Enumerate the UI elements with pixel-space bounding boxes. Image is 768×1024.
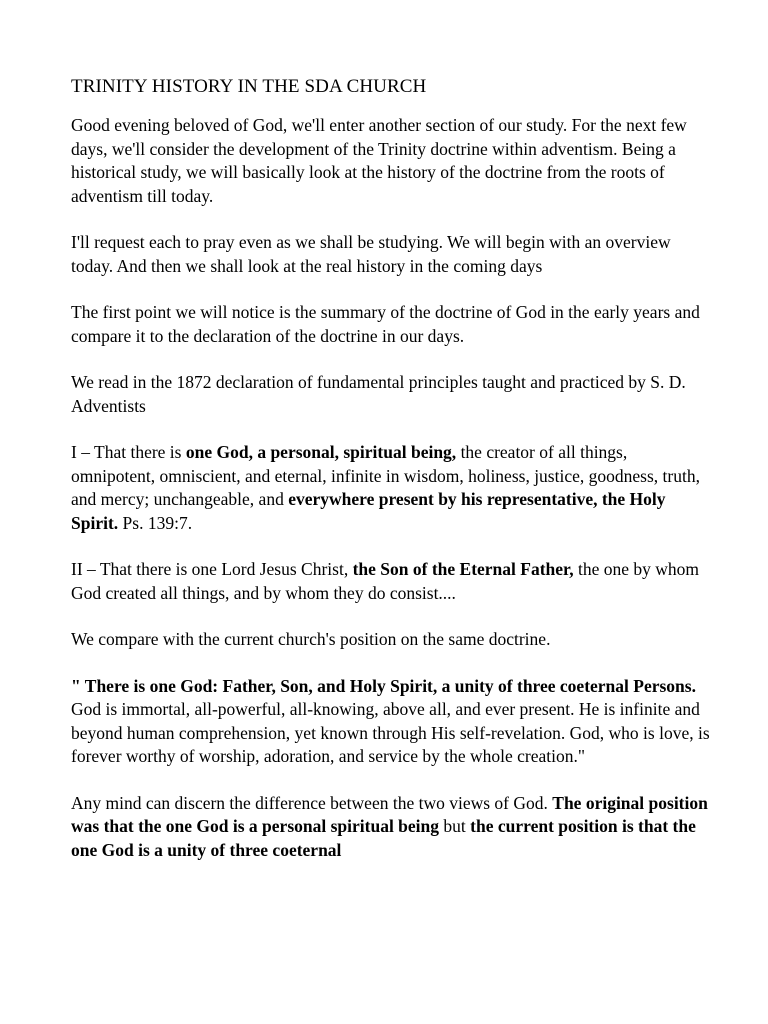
paragraph-compare xyxy=(71,628,711,652)
bold-text: the current position is that the one God is a unity of three coeternal xyxy=(71,816,696,860)
bold-text: " There is one God: Father, Son, and Holy Spirit, a unity of three coeternal Persons. xyxy=(71,675,696,696)
paragraph-text: Any mind can discern the difference between the two views of God. xyxy=(71,792,553,813)
paragraph-1872-declaration xyxy=(71,371,711,418)
paragraph-text: but xyxy=(439,816,471,836)
paragraph-prayer xyxy=(71,231,711,278)
paragraph-principle-one xyxy=(71,441,711,535)
paragraph-text: Good evening beloved of God, we'll enter another section of our study. For the next few days, we'll consider the development of the Trinity doctrine within adventism. Being a historical study, we will basically look at the history of the doctrine from the roots of adventism till today. xyxy=(71,115,687,206)
bold-text: the Son of the Eternal Father, xyxy=(352,559,574,579)
bold-text: one God, a personal, spiritual being, xyxy=(185,442,457,462)
bold-text: The original position was that the one God is a personal spiritual being xyxy=(71,792,708,836)
paragraph-text: I'll request each to pray even as we shall be studying. We will begin with an overview today. And then we shall look at the real history in the coming days xyxy=(71,232,671,276)
paragraph-text: God is immortal, all-powerful, all-knowing, above all, and ever present. He is infinite and beyond human comprehension, yet known through His self-revelation. God, who is love, is forever worthy of worship, adoration, and service by the whole creation." xyxy=(71,699,710,766)
bold-text: everywhere present by his representative, the Holy Spirit. xyxy=(71,489,666,533)
paragraph-principle-two xyxy=(71,558,711,605)
paragraph-text: I – That there is xyxy=(71,442,186,462)
paragraph-text: the creator of all things, omnipotent, omniscient, and eternal, infinite in wisdom, holiness, justice, goodness, truth, and mercy; unchangeable, and xyxy=(71,442,700,509)
document-title: TRINITY HISTORY IN THE SDA CHURCH xyxy=(71,76,427,97)
paragraph-text: the one by whom God created all things, and by whom they do consist.... xyxy=(71,559,699,603)
paragraph-text: The first point we will notice is the summary of the doctrine of God in the early years and compare it to the declaration of the doctrine in our days. xyxy=(71,302,700,346)
paragraph-text: We compare with the current church's position on the same doctrine. xyxy=(71,629,551,649)
paragraph-first-point xyxy=(71,301,711,348)
document-body xyxy=(71,74,711,885)
paragraph-conclusion xyxy=(71,792,711,863)
paragraph-text: We read in the 1872 declaration of fundamental principles taught and practiced by S. D. Adventists xyxy=(71,372,686,416)
paragraph-current-position-quote xyxy=(71,675,711,769)
paragraph-text: II – That there is one Lord Jesus Christ, xyxy=(71,559,353,579)
paragraph-text: Ps. 139:7. xyxy=(118,512,193,533)
paragraph-intro xyxy=(71,114,711,208)
